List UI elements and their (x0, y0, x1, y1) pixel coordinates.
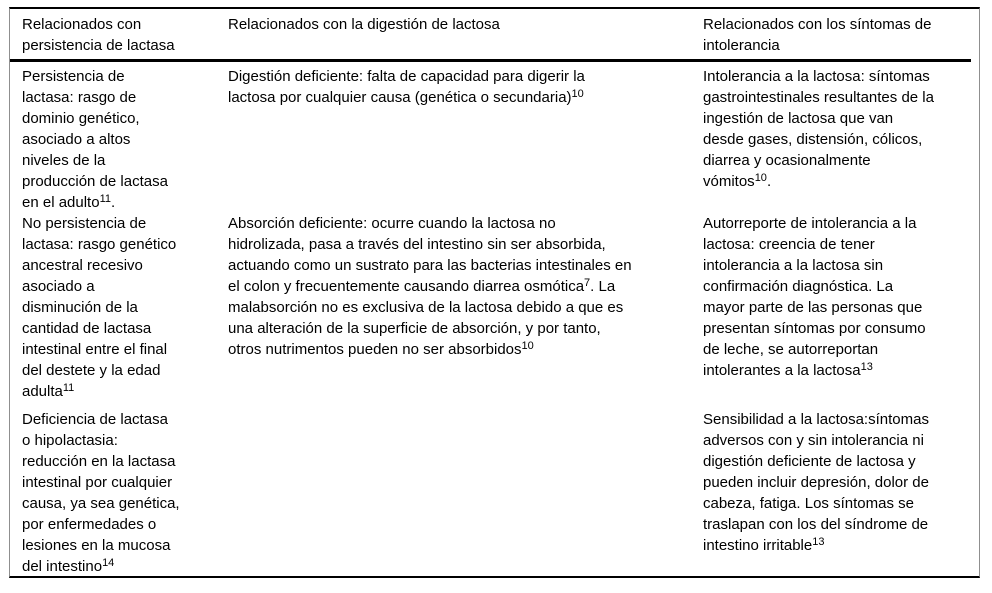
table-body (10, 62, 979, 577)
table-row (10, 213, 979, 402)
cell-autorreporte-de-intolerancia: Autorreporte de intolerancia a la lactosa: creencia de tener intolerancia a la lactosa sin confirmación diagnóstica. La mayor parte de las personas que presentan síntomas por consumo de leche, se autorreportan intolerantes a la lactosa$^{13}$ (703, 215, 926, 379)
definitions-table (9, 7, 980, 578)
cell-intolerancia-a-la-lactosa: Intolerancia a la lactosa: síntomas gastrointestinales resultantes de la ingestión de lactosa que van desde gases, distensión, cólicos, diarrea y ocasionalmente vómitos$^{10}$. (703, 68, 934, 190)
header-cell-sintomas-intolerancia: Relacionados con los síntomas de intolerancia (703, 16, 932, 54)
cell-absorcion-deficiente: Absorción deficiente: ocurre cuando la lactosa no hidrolizada, pasa a través del intestino sin ser absorbida, actuando como un sustrato para las bacterias intestinales en el colon y frecuentemente causando diarrea osmótica$^7$. La malabsorción no es exclusiva de la lactosa debido a que es una alteración de la superficie de absorción, y por tanto, otros nutrimentos pueden no ser absorbidos$^{10}$ (228, 215, 632, 358)
cell-no-persistencia-de-lactasa: No persistencia de lactasa: rasgo genético ancestral recesivo asociado a disminución de la cantidad de lactasa intestinal entre el final del destete y la edad adulta$^{11}$ (22, 215, 177, 400)
cell-digestion-deficiente: Digestión deficiente: falta de capacidad para digerir la lactosa por cualquier causa (genética o secundaria)$^{10}$ (228, 68, 585, 106)
header-cell-digestion-lactosa: Relacionados con la digestión de lactosa (228, 16, 500, 33)
cell-empty (228, 409, 703, 577)
table-row (10, 66, 979, 213)
table-header-row (10, 9, 979, 59)
cell-deficiencia-de-lactasa: Deficiencia de lactasa o hipolactasia: reducción en la lactasa intestinal por cualquier causa, ya sea genética, por enfermedades o lesiones en la mucosa del intestino$^{14}$ (22, 411, 180, 575)
cell-sensibilidad-a-la-lactosa: Sensibilidad a la lactosa:síntomas adversos con y sin intolerancia ni digestión deficiente de lactosa y pueden incluir depresión, dolor de cabeza, fatiga. Los síntomas se traslapan con los del síndrome de intestino irritable$^{13}$ (703, 411, 929, 554)
header-cell-persistencia-lactasa: Relacionados con persistencia de lactasa (22, 16, 175, 54)
cell-persistencia-de-lactasa: Persistencia de lactasa: rasgo de dominio genético, asociado a altos niveles de la producción de lactasa en el adulto$^{11}$. (22, 68, 168, 211)
table-row (10, 409, 979, 577)
